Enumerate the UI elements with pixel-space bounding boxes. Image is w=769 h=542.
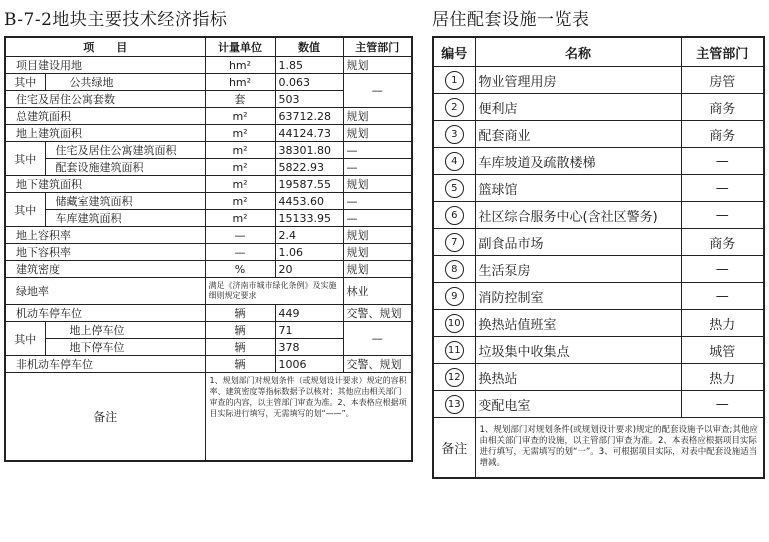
circled-number: 11 (445, 341, 464, 360)
row-number (433, 364, 475, 391)
row-name: 储藏室建筑面积 (45, 193, 205, 210)
row-name: 车库坡道及疏散楼梯 (475, 148, 681, 175)
row-number (433, 148, 475, 175)
table-row (5, 244, 412, 261)
table-row (433, 391, 764, 418)
row-dept: 热力 (681, 310, 764, 337)
row-dept: 规划 (343, 227, 412, 244)
row-dept: 规划 (343, 244, 412, 261)
row-unit: 辆 (205, 305, 275, 322)
remarks-label: 备注 (5, 373, 205, 461)
qizhong-label: 其中 (5, 74, 45, 91)
table-row (433, 229, 764, 256)
row-dept: — (343, 322, 412, 356)
row-number (433, 94, 475, 121)
table-row (5, 305, 412, 322)
row-value: 5822.93 (275, 159, 343, 176)
row-name: 副食品市场 (475, 229, 681, 256)
circled-number: 2 (445, 98, 464, 117)
row-dept: — (681, 283, 764, 310)
circled-number: 8 (445, 260, 464, 279)
row-dept: 商务 (681, 121, 764, 148)
row-dept: — (343, 142, 412, 159)
row-dept: 房管 (681, 67, 764, 94)
table-row (433, 364, 764, 391)
circled-number: 9 (445, 287, 464, 306)
row-name: 物业管理用房 (475, 67, 681, 94)
row-dept: 交警、规划 (343, 305, 412, 322)
circled-number: 6 (445, 206, 464, 225)
row-name: 住宅及居住公寓建筑面积 (45, 142, 205, 159)
row-value: 378 (275, 339, 343, 356)
row-dept: 交警、规划 (343, 356, 412, 373)
row-dept: 商务 (681, 94, 764, 121)
facilities-table-title: 居住配套设施一览表 (432, 10, 590, 30)
row-value: 449 (275, 305, 343, 322)
table-row (433, 337, 764, 364)
row-number (433, 391, 475, 418)
row-unit: 辆 (205, 356, 275, 373)
row-value: 19587.55 (275, 176, 343, 193)
row-number (433, 175, 475, 202)
row-name: 建筑密度 (5, 261, 205, 278)
table-row (5, 227, 412, 244)
row-name: 便利店 (475, 94, 681, 121)
econ-indicators-table (4, 36, 413, 462)
table-row (5, 142, 412, 159)
row-unit: % (205, 261, 275, 278)
row-dept: 城管 (681, 337, 764, 364)
row-dept: — (681, 175, 764, 202)
remarks-row (433, 418, 764, 478)
header-dept: 主管部门 (343, 37, 412, 57)
row-dept: — (343, 74, 412, 108)
row-name: 项目建设用地 (5, 57, 205, 74)
table-row (5, 57, 412, 74)
row-value: 15133.95 (275, 210, 343, 227)
row-requirement: 满足《济南市城市绿化条例》及实施细则规定要求 (205, 278, 343, 305)
table-row (433, 310, 764, 337)
row-name: 绿地率 (5, 278, 205, 305)
header-unit: 计量单位 (205, 37, 275, 57)
row-dept: 规划 (343, 125, 412, 142)
row-name: 机动车停车位 (5, 305, 205, 322)
row-name: 总建筑面积 (5, 108, 205, 125)
row-dept: — (343, 210, 412, 227)
row-name: 变配电室 (475, 391, 681, 418)
circled-number: 12 (445, 368, 464, 387)
row-name: 地下容积率 (5, 244, 205, 261)
table-header-row (433, 37, 764, 67)
table-row (5, 159, 412, 176)
row-unit: 套 (205, 91, 275, 108)
row-unit: m² (205, 176, 275, 193)
row-unit: m² (205, 142, 275, 159)
row-dept: — (343, 193, 412, 210)
facilities-table (432, 36, 765, 479)
row-name: 地下停车位 (45, 339, 205, 356)
table-row (5, 322, 412, 339)
header-dept: 主管部门 (681, 37, 764, 67)
row-name: 消防控制室 (475, 283, 681, 310)
row-unit: hm² (205, 57, 275, 74)
table-row (5, 125, 412, 142)
circled-number: 3 (445, 125, 464, 144)
row-unit: hm² (205, 74, 275, 91)
row-unit: 辆 (205, 322, 275, 339)
row-dept: 林业 (343, 278, 412, 305)
header-value: 数值 (275, 37, 343, 57)
row-value: 1006 (275, 356, 343, 373)
row-name: 住宅及居住公寓套数 (5, 91, 205, 108)
row-name: 生活泵房 (475, 256, 681, 283)
row-value: 503 (275, 91, 343, 108)
table-row (433, 202, 764, 229)
row-value: 44124.73 (275, 125, 343, 142)
row-dept: 规划 (343, 176, 412, 193)
row-value: 1.85 (275, 57, 343, 74)
facilities-rows (433, 67, 764, 418)
row-value: 2.4 (275, 227, 343, 244)
row-value: 0.063 (275, 74, 343, 91)
circled-number: 5 (445, 179, 464, 198)
row-unit: m² (205, 193, 275, 210)
table-row (433, 148, 764, 175)
row-dept: 规划 (343, 261, 412, 278)
table-row (5, 74, 412, 91)
row-name: 地上容积率 (5, 227, 205, 244)
table-row (433, 256, 764, 283)
econ-table-title: B-7-2地块主要技术经济指标 (4, 10, 228, 30)
row-value: 20 (275, 261, 343, 278)
row-dept: 规划 (343, 108, 412, 125)
row-name: 配套设施建筑面积 (45, 159, 205, 176)
row-dept: — (343, 159, 412, 176)
header-name: 名称 (475, 37, 681, 67)
row-value: 71 (275, 322, 343, 339)
row-dept: 商务 (681, 229, 764, 256)
row-name: 换热站值班室 (475, 310, 681, 337)
table-row (5, 356, 412, 373)
table-row (5, 210, 412, 227)
row-value: 4453.60 (275, 193, 343, 210)
row-value: 1.06 (275, 244, 343, 261)
row-dept: 规划 (343, 57, 412, 74)
row-number (433, 256, 475, 283)
qizhong-label: 其中 (5, 142, 45, 176)
table-row (5, 193, 412, 210)
row-dept: — (681, 148, 764, 175)
row-number (433, 337, 475, 364)
table-row (433, 67, 764, 94)
row-number (433, 283, 475, 310)
table-row (5, 261, 412, 278)
row-unit: — (205, 244, 275, 261)
row-dept: 热力 (681, 364, 764, 391)
row-number (433, 121, 475, 148)
remarks-row (5, 373, 412, 461)
row-unit: m² (205, 159, 275, 176)
row-unit: m² (205, 108, 275, 125)
row-number (433, 202, 475, 229)
qizhong-label: 其中 (5, 193, 45, 227)
row-number (433, 310, 475, 337)
row-name: 垃圾集中收集点 (475, 337, 681, 364)
table-row (433, 121, 764, 148)
header-number: 编号 (433, 37, 475, 67)
table-row (433, 283, 764, 310)
circled-number: 1 (445, 71, 464, 90)
table-row (5, 278, 412, 305)
row-name: 篮球馆 (475, 175, 681, 202)
row-unit: 辆 (205, 339, 275, 356)
row-name: 配套商业 (475, 121, 681, 148)
row-name: 地上停车位 (45, 322, 205, 339)
row-value: 38301.80 (275, 142, 343, 159)
row-dept: — (681, 256, 764, 283)
remarks-text: 1、规划部门对规划条件(或规划设计要求)规定的配套设施予以审查;其他应由相关部门审查的设施，以主管部门审查为准。2、本表格应根据项目实际进行填写，无需填写的划“一”。3、可根据项目实际，对表中配套设施适当增减。 (475, 418, 764, 478)
row-number (433, 67, 475, 94)
row-name: 地上建筑面积 (5, 125, 205, 142)
row-unit: — (205, 227, 275, 244)
row-name: 车库建筑面积 (45, 210, 205, 227)
table-header-row (5, 37, 412, 57)
row-number (433, 229, 475, 256)
qizhong-label: 其中 (5, 322, 45, 356)
row-unit: m² (205, 210, 275, 227)
circled-number: 10 (445, 314, 464, 333)
table-row (433, 94, 764, 121)
table-row (5, 108, 412, 125)
table-row (5, 176, 412, 193)
row-name: 地下建筑面积 (5, 176, 205, 193)
circled-number: 4 (445, 152, 464, 171)
remarks-text: 1、规划部门对规划条件（或规划设计要求）规定的容积率、建筑密度等指标数据予以核对；其他应由相关部门审查的内容，以主管部门审查为准。2、本表格应根据项目实际进行填写，无需填写的划“——”。 (205, 373, 412, 461)
table-row (433, 175, 764, 202)
remarks-label: 备注 (433, 418, 475, 478)
circled-number: 7 (445, 233, 464, 252)
row-dept: — (681, 391, 764, 418)
row-unit: m² (205, 125, 275, 142)
row-dept: — (681, 202, 764, 229)
row-value: 63712.28 (275, 108, 343, 125)
row-name: 换热站 (475, 364, 681, 391)
row-name: 非机动车停车位 (5, 356, 205, 373)
circled-number: 13 (445, 395, 464, 414)
row-name: 公共绿地 (45, 74, 205, 91)
header-item: 项 目 (5, 37, 205, 57)
row-name: 社区综合服务中心(含社区警务) (475, 202, 681, 229)
